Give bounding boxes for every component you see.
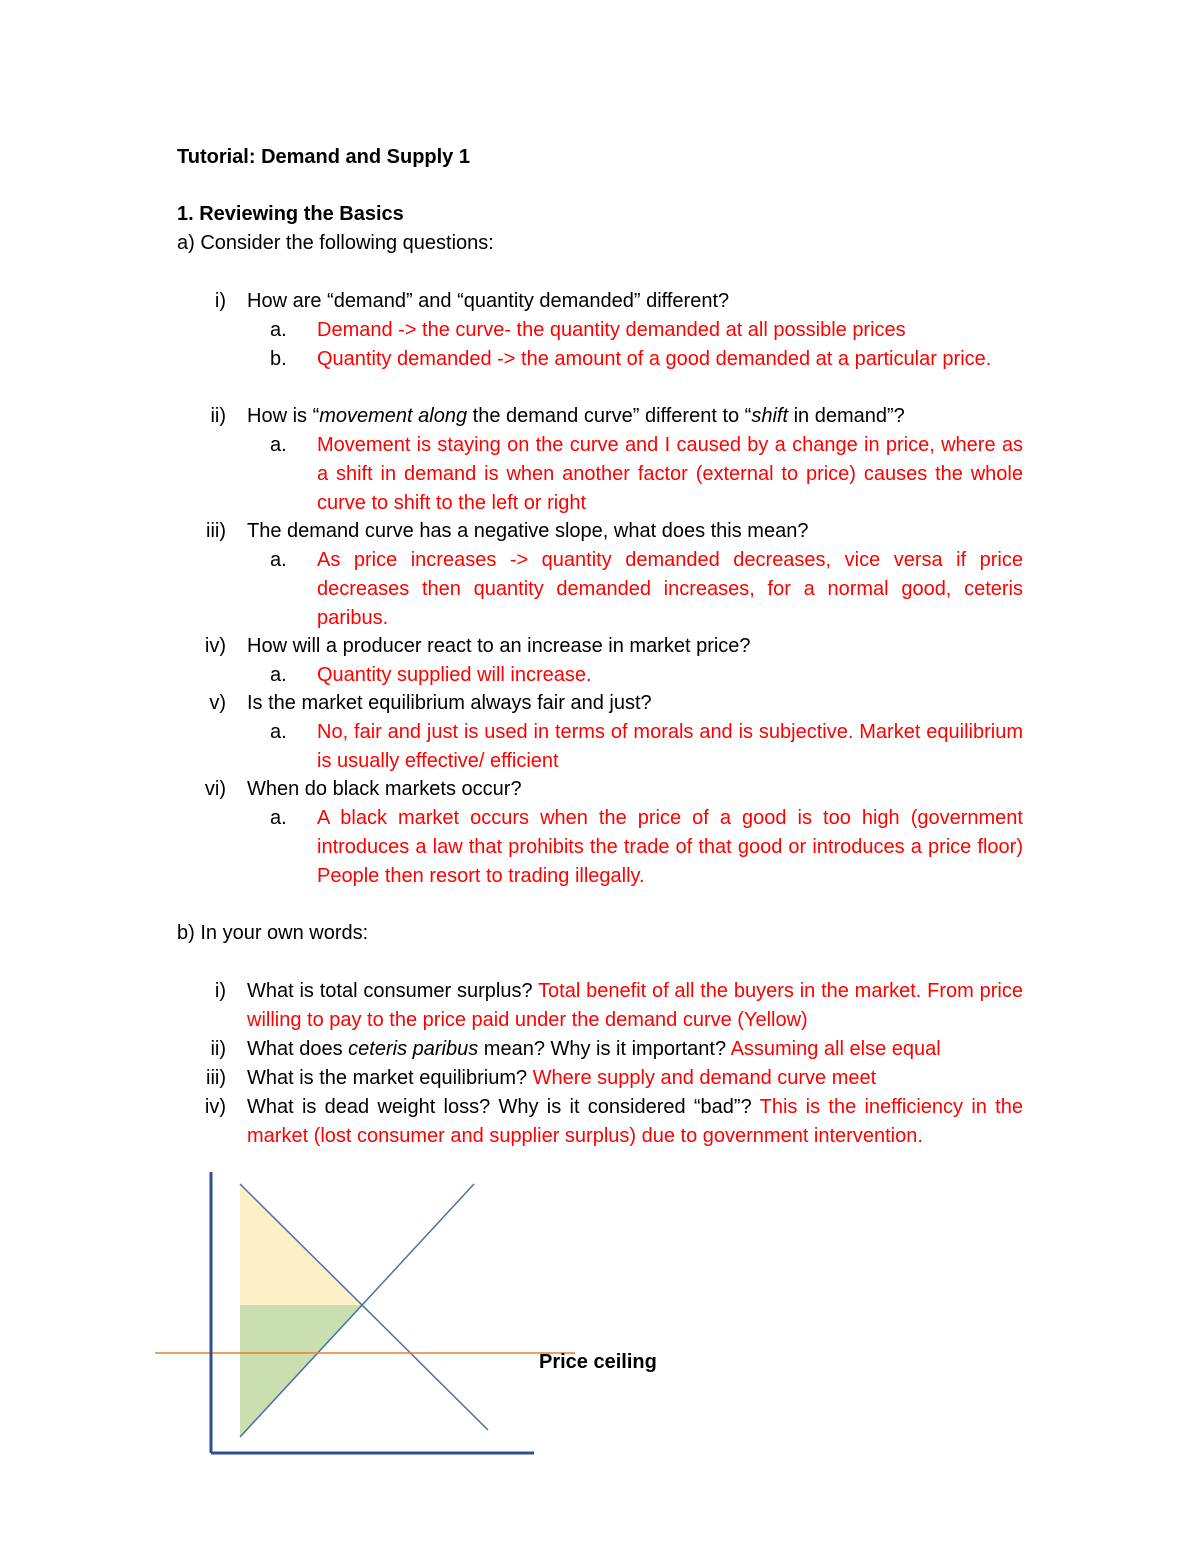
question-text: When do black markets occur? (247, 778, 522, 800)
question-number: iv) (204, 1096, 226, 1118)
question-text: What is dead weight loss? Why is it considered “bad”? (247, 1096, 752, 1118)
question-text: How are “demand” and “quantity demanded” different? (247, 290, 730, 312)
question-and-answer (247, 1093, 1023, 1151)
question-text: How is “movement along the demand curve” different to “shift in demand”? (247, 405, 905, 427)
answer-label: a. (270, 434, 287, 456)
answer-text: No, fair and just is used in terms of morals and is subjective. Market equilibrium is usually effective/ efficient (317, 721, 1023, 772)
answer-label: a. (270, 807, 287, 829)
question-number: i) (214, 980, 226, 1002)
question-and-answer (247, 1064, 1023, 1093)
answer-label: a. (270, 721, 287, 743)
answer-text: Quantity demanded -> the amount of a good demanded at a particular price. (317, 348, 992, 370)
question-number: vi) (204, 778, 226, 800)
answer-label: a. (270, 664, 287, 686)
answer-text: Total benefit of all the buyers in the market. From price willing to pay to the price paid under the demand curve (Yellow) (247, 980, 1023, 1031)
answer-text: Quantity supplied will increase. (317, 664, 592, 686)
question-and-answer: What does ceteris paribus mean? Why is it important? Assuming all else equal (247, 1038, 941, 1060)
question-number: iii) (206, 520, 226, 542)
question-text: The demand curve has a negative slope, what does this mean? (247, 520, 809, 542)
answer-label: b. (270, 348, 287, 370)
part-a-intro: a) Consider the following questions: (177, 232, 494, 254)
question-text: What is the market equilibrium? (247, 1067, 528, 1089)
answer-text: Movement is staying on the curve and I caused by a change in price, where as a shift in demand is when another factor (external to price) causes the whole curve to shift to the left or right (317, 434, 1023, 514)
question-number: ii) (210, 405, 226, 427)
question-number: v) (209, 692, 226, 714)
answer-text: A black market occurs when the price of a good is too high (government introduces a law that prohibits the trade of that good or introduces a price floor) People then resort to trading illegally. (317, 807, 1023, 887)
question-text: Is the market equilibrium always fair and just? (247, 692, 652, 714)
question-number: iv) (204, 635, 226, 657)
answer-label: a. (270, 549, 287, 571)
price-ceiling-label: Price ceiling (539, 1351, 657, 1373)
answer-text: Assuming all else equal (730, 1038, 941, 1060)
question-number: i) (214, 290, 226, 312)
answer-text: As price increases -> quantity demanded decreases, vice versa if price decreases then quantity demanded increases, for a normal good, ceteris paribus. (317, 549, 1023, 629)
question-text: What is total consumer surplus? (247, 980, 533, 1002)
document-title: Tutorial: Demand and Supply 1 (177, 146, 470, 168)
question-number: iii) (206, 1067, 226, 1089)
answer-text: This is the inefficiency in the market (lost consumer and supplier surplus) due to government intervention. (247, 1096, 1023, 1147)
question-number: ii) (210, 1038, 226, 1060)
question-text: How will a producer react to an increase in market price? (247, 635, 751, 657)
part-b-intro: b) In your own words: (177, 922, 369, 944)
section-heading: 1. Reviewing the Basics (177, 203, 404, 225)
answer-text: Where supply and demand curve meet (532, 1067, 877, 1089)
price-ceiling-diagram (150, 1160, 630, 1470)
answer-label: a. (270, 319, 287, 341)
question-and-answer (247, 977, 1023, 1035)
answer-text: Demand -> the curve- the quantity demanded at all possible prices (317, 319, 906, 341)
